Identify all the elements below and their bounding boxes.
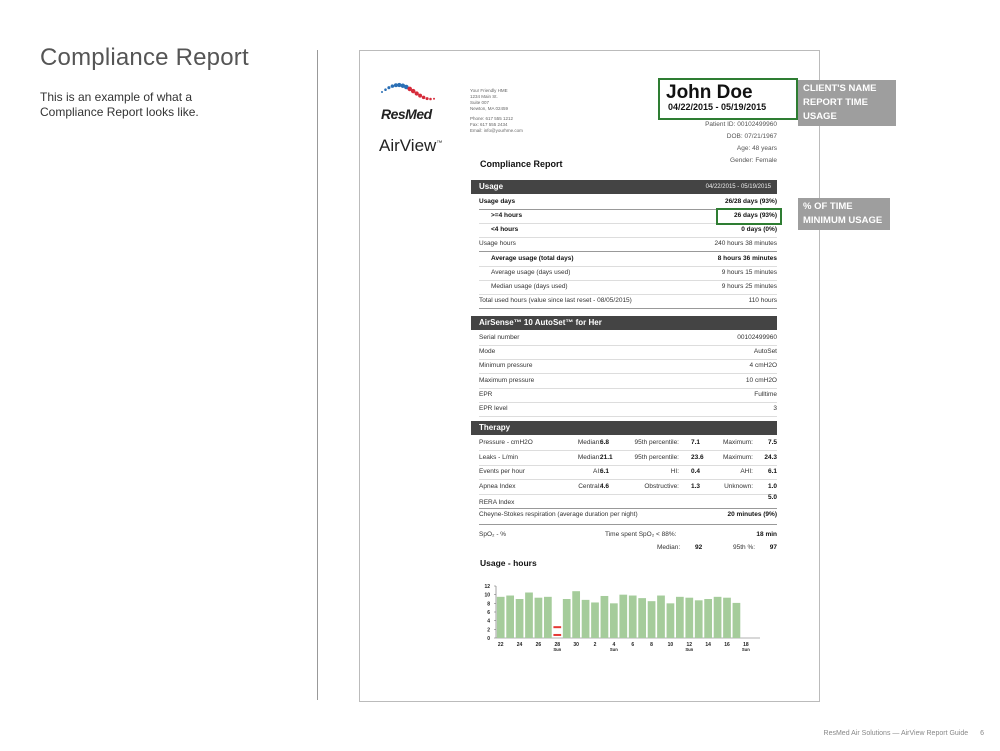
metric-key: Obstructive: xyxy=(644,482,679,490)
logo-dot xyxy=(415,91,419,95)
x-tick-label: 6 xyxy=(631,642,635,648)
logo-dot xyxy=(433,98,435,100)
bar xyxy=(497,597,505,638)
row-label: Cheyne-Stokes respiration (average duration per night) xyxy=(479,511,638,518)
x-tick-label: 18 xyxy=(743,642,749,648)
address-line: Phone: 617 555 1212 xyxy=(470,116,514,121)
slide-title: Compliance Report xyxy=(40,44,249,71)
row-label: Minimum pressure xyxy=(479,362,533,370)
x-tick-sublabel: Sun xyxy=(553,647,562,652)
metric-key: Time spent SpO₂ < 88%: xyxy=(605,531,677,538)
bar xyxy=(733,603,741,638)
x-tick-label: 10 xyxy=(667,642,674,648)
section-title: AirSense™ 10 AutoSet™ for Her xyxy=(479,318,602,327)
bar xyxy=(648,601,656,638)
logo-dot xyxy=(418,94,422,98)
bar xyxy=(685,598,693,638)
row-label: Usage days xyxy=(479,198,516,205)
patient-age: Age: 48 years xyxy=(736,145,777,152)
product-name: AirView xyxy=(379,136,437,155)
row-value: Fulltime xyxy=(754,390,777,398)
bar xyxy=(704,599,712,638)
x-tick-label: 12 xyxy=(686,642,693,648)
metric-key: Median: xyxy=(657,544,681,551)
metric-value: 20 minutes (9%) xyxy=(727,511,777,518)
bar xyxy=(667,603,675,638)
device-row xyxy=(479,331,777,346)
therapy-row-events xyxy=(479,465,777,480)
bar xyxy=(601,596,609,638)
usage-row xyxy=(479,237,777,252)
metric-key: Unknown: xyxy=(724,482,753,490)
row-label: Total used hours (value since last reset - 08/05/2015) xyxy=(479,297,632,304)
usage-chart xyxy=(476,578,781,658)
metric-value: 4.6 xyxy=(600,482,610,490)
bar xyxy=(506,596,514,638)
row-label: Serial number xyxy=(479,334,520,341)
row-value: 3 xyxy=(773,405,777,412)
report-title: Compliance Report xyxy=(480,159,563,169)
section-range: 04/22/2015 - 05/19/2015 xyxy=(705,184,771,190)
row-label: Events per hour xyxy=(479,468,525,475)
logo-dot xyxy=(426,97,429,100)
metric-value: 7.5 xyxy=(767,439,777,446)
address-line: Suite 007 xyxy=(470,100,490,105)
logo-dot xyxy=(391,84,395,88)
x-tick-sublabel: Sun xyxy=(609,647,618,652)
bar xyxy=(525,593,533,639)
intro-text: This is an example of what a Compliance Report looks like. xyxy=(40,90,199,119)
usage-row xyxy=(479,280,777,295)
metric-value: 6.8 xyxy=(600,439,610,446)
metric-value: 21.1 xyxy=(600,453,613,461)
patient-dob: DOB: 07/21/1967 xyxy=(726,133,777,140)
row-label: >=4 hours xyxy=(491,212,523,219)
metric-value: 92 xyxy=(695,544,703,551)
address-line: Email: info@yourhme.com xyxy=(470,128,523,133)
metric-value: 1.0 xyxy=(767,482,777,490)
metric-key: Median: xyxy=(577,453,601,461)
row-label: Average usage (total days) xyxy=(491,255,574,262)
row-label: Usage hours xyxy=(479,240,516,247)
row-value: 110 hours xyxy=(748,297,777,304)
product-tm: ™ xyxy=(436,140,443,147)
therapy-row-cheyne xyxy=(479,508,777,525)
x-tick-label: 24 xyxy=(516,642,523,648)
row-label: Median usage (days used) xyxy=(491,283,568,290)
usage-row xyxy=(479,266,777,281)
therapy-row-leaks xyxy=(479,451,777,466)
metric-value: 0.4 xyxy=(691,468,701,475)
device-section-header xyxy=(471,316,777,330)
product-logo xyxy=(379,136,442,156)
metric-value: 6.1 xyxy=(600,468,610,475)
metric-key: Maximum: xyxy=(723,439,753,446)
y-tick-label: 2 xyxy=(487,627,490,634)
bar xyxy=(657,596,665,638)
row-value: 4 cmH2O xyxy=(749,362,777,370)
x-tick-label: 30 xyxy=(573,642,579,648)
usage-section-header xyxy=(471,180,777,194)
footer xyxy=(814,730,984,737)
metric-key: 95th %: xyxy=(733,544,756,551)
row-label: EPR xyxy=(479,390,493,398)
y-tick-label: 0 xyxy=(487,636,490,642)
x-tick-label: 26 xyxy=(535,642,542,648)
row-value: 9 hours 25 minutes xyxy=(721,283,777,290)
logo-dot xyxy=(387,86,390,89)
chart-title: Usage - hours xyxy=(480,558,537,568)
bar xyxy=(695,600,703,638)
time-callout xyxy=(798,198,890,230)
bar xyxy=(535,598,543,638)
device-row xyxy=(479,374,777,389)
row-value: 0 days (0%) xyxy=(741,226,777,233)
y-tick-label: 8 xyxy=(487,601,490,608)
usage-row xyxy=(479,223,777,238)
company-logo-text: ResMed xyxy=(381,106,432,122)
metric-value: 18 min xyxy=(756,531,777,538)
report-range: 04/22/2015 - 05/19/2015 xyxy=(668,102,767,112)
device-row xyxy=(479,359,777,374)
section-title: Usage xyxy=(479,182,504,191)
bar xyxy=(563,599,571,638)
callout-line: CLIENT'S NAME xyxy=(803,83,877,94)
metric-value: 5.0 xyxy=(767,494,777,501)
logo-dot xyxy=(422,96,426,100)
row-label: Pressure - cmH2O xyxy=(479,439,533,446)
device-row xyxy=(479,388,777,403)
metric-value: 1.3 xyxy=(691,482,701,490)
row-label: Mode xyxy=(479,348,496,356)
row-label: EPR level xyxy=(479,405,508,412)
metric-value: 7.1 xyxy=(691,439,701,446)
metric-key: 95th percentile: xyxy=(634,453,679,461)
logo-dot xyxy=(429,98,432,101)
metric-key: 95th percentile: xyxy=(634,439,679,446)
address-line: Newton, MA 02459 xyxy=(470,106,509,111)
row-value: 9 hours 15 minutes xyxy=(721,269,777,276)
x-tick-sublabel: Sun xyxy=(685,647,694,652)
row-label: Leaks - L/min xyxy=(479,453,519,461)
patient-gender: Gender: Female xyxy=(730,157,777,164)
x-tick-label: 14 xyxy=(705,642,711,648)
metric-value: 23.6 xyxy=(691,453,704,461)
therapy-section-header xyxy=(471,421,777,435)
usage-row xyxy=(479,252,777,267)
row-label: SpO₂ - % xyxy=(479,531,507,538)
footer-text: ResMed Air Solutions — AirView Report Guide xyxy=(823,730,969,737)
x-tick-label: 2 xyxy=(593,642,597,648)
row-value: 10 cmH2O xyxy=(745,376,777,384)
therapy-row-rera xyxy=(479,494,777,509)
patient-id: Patient ID: 00102499960 xyxy=(705,121,777,128)
x-tick-label: 16 xyxy=(724,642,730,648)
y-tick-label: 6 xyxy=(487,610,490,616)
metric-value: 24.3 xyxy=(764,453,777,461)
row-value: AutoSet xyxy=(753,348,777,356)
y-tick-label: 4 xyxy=(487,618,490,625)
row-value: 240 hours 38 minutes xyxy=(714,240,777,247)
row-value: 00102499960 xyxy=(737,334,777,341)
resmed-logo-icon xyxy=(378,78,438,106)
callout-line: % OF TIME xyxy=(803,201,853,212)
callout-line: MINIMUM USAGE xyxy=(803,215,883,226)
row-label: Maximum pressure xyxy=(479,376,535,384)
bar xyxy=(591,602,599,638)
section-title: Therapy xyxy=(479,423,511,432)
y-tick-label: 12 xyxy=(484,584,490,590)
metric-key: HI: xyxy=(670,468,679,475)
row-label: <4 hours xyxy=(491,226,519,233)
device-row xyxy=(479,345,777,360)
bar xyxy=(516,599,524,638)
x-tick-label: 8 xyxy=(650,642,653,648)
address-line: 1234 Main St. xyxy=(470,94,498,99)
x-tick-label: 28 xyxy=(554,642,561,648)
client-name: John Doe xyxy=(666,82,753,103)
client-callout xyxy=(798,80,896,126)
bar xyxy=(638,598,646,638)
bar xyxy=(619,595,627,638)
metric-key: Median: xyxy=(577,439,601,446)
row-value: 26 days (93%) xyxy=(734,212,777,219)
metric-key: AI: xyxy=(593,468,601,475)
device-row xyxy=(479,402,777,417)
address-line: Your Friendly HME xyxy=(470,88,508,93)
bar xyxy=(544,597,552,638)
address-line: Fax: 617 555 2434 xyxy=(470,122,508,127)
metric-key: Central: xyxy=(578,482,601,490)
x-tick-label: 4 xyxy=(612,642,616,648)
min-usage-highlight-box xyxy=(716,208,782,225)
metric-value: 97 xyxy=(769,544,777,551)
bar xyxy=(610,603,618,638)
x-tick-label: 22 xyxy=(497,642,504,648)
bar xyxy=(714,597,722,638)
y-tick-label: 10 xyxy=(484,592,490,599)
therapy-row-pressure xyxy=(479,436,777,451)
low-usage-marker xyxy=(553,626,561,628)
x-tick-sublabel: Sun xyxy=(741,647,750,652)
callout-line: REPORT TIME USAGE xyxy=(803,97,868,122)
logo-dot xyxy=(384,88,387,91)
provider-address xyxy=(470,88,560,134)
therapy-row-spo2 xyxy=(479,528,777,554)
divider xyxy=(317,50,318,700)
row-label: Average usage (days used) xyxy=(491,269,571,276)
metric-key: Maximum: xyxy=(723,453,753,461)
bar xyxy=(723,598,731,638)
metric-key: AHI: xyxy=(740,468,753,475)
logo-dot xyxy=(381,91,383,93)
bar xyxy=(629,596,637,638)
bar xyxy=(572,591,580,638)
therapy-row-apnea xyxy=(479,480,777,495)
bar xyxy=(582,600,590,638)
row-label: RERA Index xyxy=(479,499,515,506)
row-value: 26/28 days (93%) xyxy=(724,198,777,205)
usage-row xyxy=(479,294,777,309)
row-value: 8 hours 36 minutes xyxy=(717,255,777,262)
page-number: 6 xyxy=(980,730,984,737)
low-usage-marker xyxy=(553,634,561,636)
row-label: Apnea Index xyxy=(479,482,516,490)
bar xyxy=(676,597,684,638)
metric-value: 6.1 xyxy=(767,468,777,475)
